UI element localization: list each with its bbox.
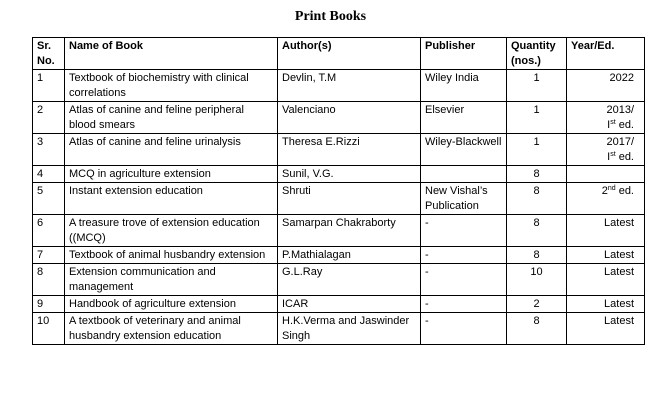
cell-sr-no: 5 [33, 183, 65, 215]
edition-number: I [607, 119, 611, 131]
cell-author: P.Mathialagan [278, 247, 421, 264]
cell-quantity: 8 [507, 215, 567, 247]
cell-quantity: 1 [507, 102, 567, 134]
header-name-of-book: Name of Book [65, 38, 278, 70]
edition-suffix: ed. [615, 151, 634, 163]
cell-book-name: A textbook of veterinary and animal husbandry extension education [65, 313, 278, 345]
table-row [33, 183, 645, 215]
edition-ordinal: st [610, 119, 616, 126]
cell-quantity: 1 [507, 134, 567, 166]
edition-ordinal: nd [607, 185, 616, 192]
cell-sr-no: 8 [33, 264, 65, 296]
cell-publisher: New Vishal’s Publication [421, 183, 507, 215]
cell-quantity: 8 [507, 166, 567, 183]
cell-sr-no: 2 [33, 102, 65, 134]
cell-publisher: - [421, 215, 507, 247]
cell-year-edition [567, 166, 645, 183]
cell-publisher: Elsevier [421, 102, 507, 134]
cell-year-edition [567, 183, 645, 215]
header-quantity: Quantity (nos.) [507, 38, 567, 70]
cell-year-edition: Latest [567, 313, 645, 345]
cell-sr-no: 6 [33, 215, 65, 247]
cell-year-edition: Latest [567, 247, 645, 264]
cell-publisher: - [421, 296, 507, 313]
cell-publisher: Wiley India [421, 70, 507, 102]
cell-book-name: Atlas of canine and feline urinalysis [65, 134, 278, 166]
table-row [33, 102, 645, 134]
cell-author: Shruti [278, 183, 421, 215]
page-title: Print Books [294, 9, 367, 24]
cell-book-name: Extension communication and management [65, 264, 278, 296]
cell-quantity: 2 [507, 296, 567, 313]
cell-book-name: MCQ in agriculture extension [65, 166, 278, 183]
edition-number: 2 [601, 185, 608, 197]
cell-author: Theresa E.Rizzi [278, 134, 421, 166]
cell-author: G.L.Ray [278, 264, 421, 296]
cell-book-name: Textbook of biochemistry with clinical correlations [65, 70, 278, 102]
edition-number: I [607, 151, 611, 163]
header-authors: Author(s) [278, 38, 421, 70]
header-year-edition: Year/Ed. [567, 38, 645, 70]
cell-book-name: Atlas of canine and feline peripheral blood smears [65, 102, 278, 134]
cell-author: Devlin, T.M [278, 70, 421, 102]
cell-book-name: Instant extension education [65, 183, 278, 215]
cell-quantity: 1 [507, 70, 567, 102]
cell-author: Samarpan Chakraborty [278, 215, 421, 247]
cell-year-edition: 2022 [567, 70, 645, 102]
cell-book-name: Handbook of agriculture extension [65, 296, 278, 313]
edition-suffix: ed. [615, 185, 634, 197]
cell-year-edition: Latest [567, 264, 645, 296]
print-books-table [32, 37, 645, 345]
cell-sr-no: 7 [33, 247, 65, 264]
cell-sr-no: 4 [33, 166, 65, 183]
header-sr-no: Sr. No. [33, 38, 65, 70]
cell-author: Valenciano [278, 102, 421, 134]
cell-book-name: Textbook of animal husbandry extension [65, 247, 278, 264]
cell-publisher: - [421, 247, 507, 264]
cell-author: H.K.Verma and Jaswinder Singh [278, 313, 421, 345]
header-publisher: Publisher [421, 38, 507, 70]
table-header-row [33, 38, 645, 70]
cell-quantity: 8 [507, 247, 567, 264]
cell-publisher [421, 166, 507, 183]
cell-book-name: A treasure trove of extension education ((MCQ) [65, 215, 278, 247]
table-row [33, 134, 645, 166]
table-row [33, 70, 645, 102]
cell-publisher: - [421, 264, 507, 296]
cell-publisher: Wiley-Blackwell [421, 134, 507, 166]
cell-year-edition [567, 102, 645, 134]
table-row [33, 247, 645, 264]
cell-quantity: 8 [507, 183, 567, 215]
cell-quantity: 8 [507, 313, 567, 345]
cell-year-edition [567, 134, 645, 166]
edition-suffix: ed. [615, 119, 634, 131]
cell-sr-no: 10 [33, 313, 65, 345]
cell-sr-no: 3 [33, 134, 65, 166]
cell-quantity: 10 [507, 264, 567, 296]
edition-ordinal: st [610, 151, 616, 158]
table-row [33, 264, 645, 296]
year-text: 2017/ [606, 136, 634, 148]
year-text: 2013/ [606, 104, 634, 116]
cell-author: ICAR [278, 296, 421, 313]
cell-year-edition: Latest [567, 215, 645, 247]
cell-author: Sunil, V.G. [278, 166, 421, 183]
table-row [33, 215, 645, 247]
cell-sr-no: 1 [33, 70, 65, 102]
table-row [33, 313, 645, 345]
table-row [33, 166, 645, 183]
table-row [33, 296, 645, 313]
cell-year-edition: Latest [567, 296, 645, 313]
cell-publisher: - [421, 313, 507, 345]
cell-sr-no: 9 [33, 296, 65, 313]
